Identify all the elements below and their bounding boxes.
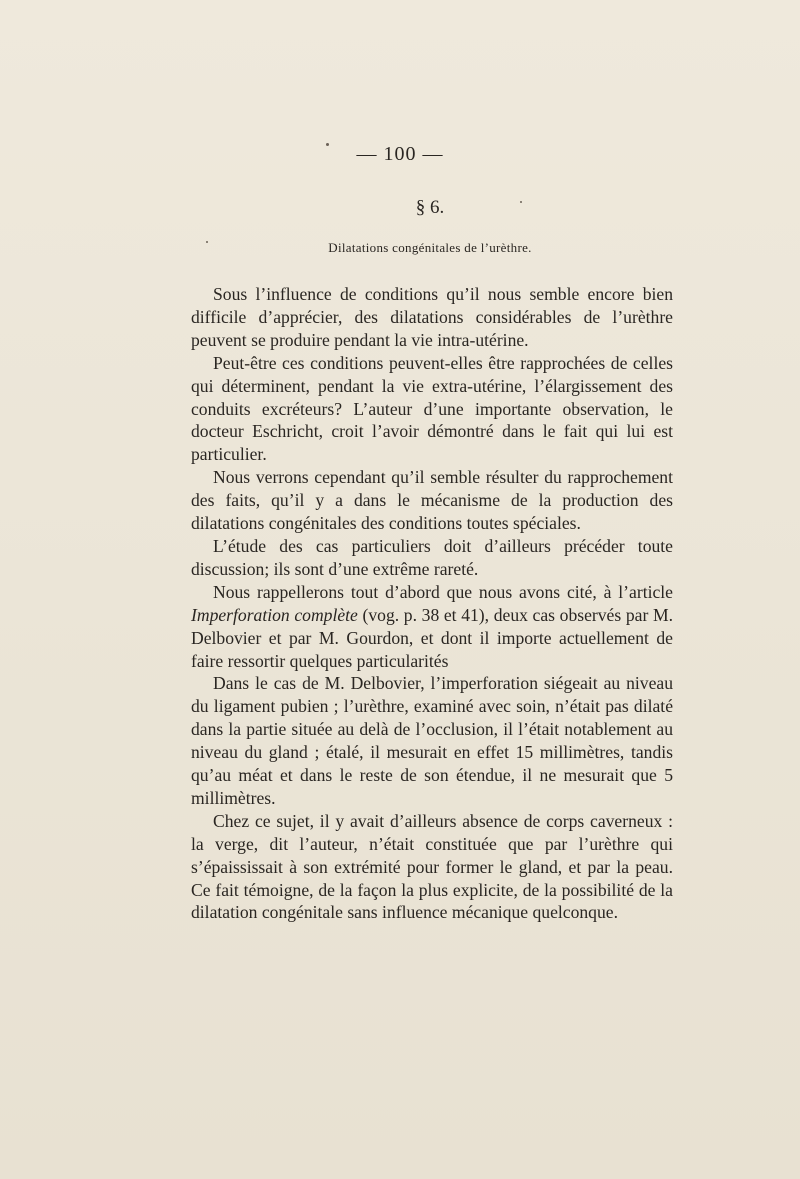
paragraph xyxy=(191,283,673,352)
paragraph xyxy=(191,672,673,809)
paragraph-text: L’étude des cas particuliers doit d’ailleurs précéder toute discussion; ils sont d’une extrême rareté. xyxy=(191,535,673,579)
body-text xyxy=(191,283,673,924)
paragraph xyxy=(191,810,673,925)
italic-phrase: Imperforation complète xyxy=(191,604,358,625)
paragraph xyxy=(191,352,673,467)
paragraph-text: (vog. p. 38 et 41), deux cas observés par M. Delbovier et par M. Gourdon, et dont il importe actuellement de faire ressortir quelques particularités xyxy=(191,604,674,671)
paragraph-text: Nous verrons cependant qu’il semble résulter du rapprochement des faits, qu’il y a dans le mécanisme de la production des dilatations congénitales des conditions toutes spéciales. xyxy=(191,467,673,534)
paragraph xyxy=(191,581,673,673)
paragraph-text: Chez ce sujet, il y avait d’ailleurs absence de corps caverneux : la verge, dit l’auteur, n’était constituée que par l’urèthre qui s’épaississait à son extrémité pour former le gland, et par la peau. Ce fait témoigne, de la façon la plus explicite, de la possibilité de la dilatation congénitale sans influence mécanique quelconque. xyxy=(191,810,673,923)
paragraph-text: Peut-être ces conditions peuvent-elles être rapprochées de celles qui déterminent, pendant la vie extra-utérine, l’élargissement des conduits excréteurs? L’auteur d’une importante observation, le docteur Eschricht, croit l’avoir démontré dans le fait qui lui est particulier. xyxy=(191,352,673,465)
paragraph xyxy=(191,466,673,535)
paragraph-text: Nous rappellerons tout d’abord que nous avons cité, à l’article xyxy=(213,581,673,602)
paragraph-text: Dans le cas de M. Delbovier, l’imperforation siégeait au niveau du ligament pubien ; l’urèthre, examiné avec soin, n’était pas dilaté dans la partie située au delà de l’occlusion, il l’était notablement au niveau du gland ; étalé, il mesurait en effet 15 millimètres, tandis qu’au méat et dans le reste de son étendue, il ne mesurait que 5 millimètres. xyxy=(191,673,673,808)
paragraph-text: Sous l’influence de conditions qu’il nous semble encore bien difficile d’apprécier, des dilatations considérables de l’urèthre peuvent se produire pendant la vie intra-utérine. xyxy=(191,284,673,350)
paper-speck xyxy=(520,201,522,203)
page-number: — 100 — xyxy=(356,143,444,165)
paper-speck xyxy=(326,143,329,146)
section-subtitle: Dilatations congénitales de l’urèthre. xyxy=(328,240,532,255)
paragraph xyxy=(191,535,673,581)
section-heading: § 6. xyxy=(415,197,445,218)
paper-speck xyxy=(206,241,208,243)
